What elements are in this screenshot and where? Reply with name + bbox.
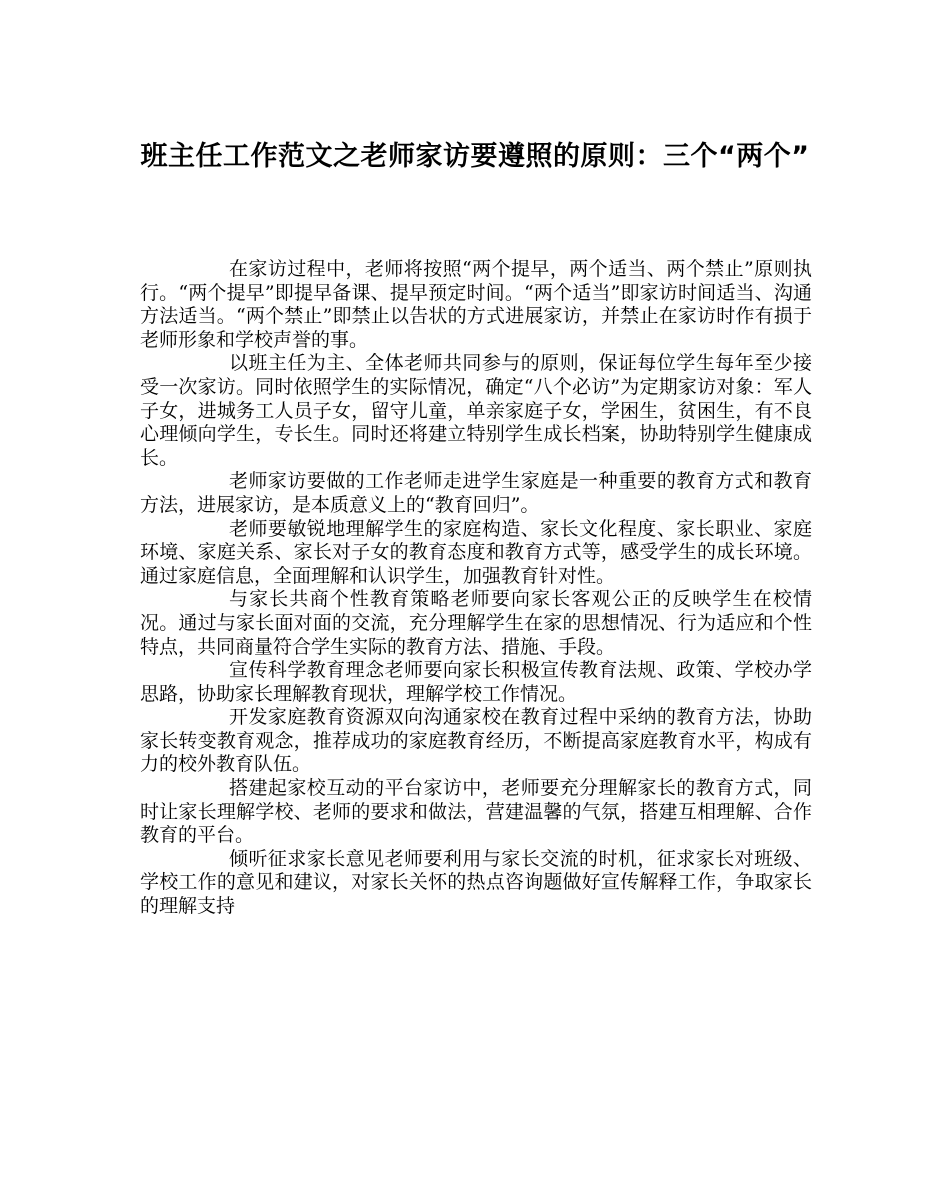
document-title: 班主任工作范文之老师家访要遵照的原则：三个“两个” [140, 141, 810, 172]
paragraph: 与家长共商个性教育策略老师要向家长客观公正的反映学生在校情况。通过与家长面对面的交流，充分理解学生在家的思想情况、行为适应和个性特点，共同商量符合学生实际的教育方法、措施、手段。 [140, 588, 812, 658]
paragraph: 宣传科学教育理念老师要向家长积极宣传教育法规、政策、学校办学思路，协助家长理解教育现状，理解学校工作情况。 [140, 659, 812, 705]
paragraph: 以班主任为主、全体老师共同参与的原则，保证每位学生每年至少接受一次家访。同时依照学生的实际情况，确定“八个必访”为定期家访对象：军人子女，进城务工人员子女，留守儿童，单亲家庭子女，学困生，贫困生，有不良心理倾向学生，专长生。同时还将建立特别学生成长档案，协助特别学生健康成长。 [140, 352, 812, 469]
paragraph: 搭建起家校互动的平台家访中，老师要充分理解家长的教育方式，同时让家长理解学校、老师的要求和做法，营建温馨的气氛，搭建互相理解、合作教育的平台。 [140, 777, 812, 847]
paragraph: 老师要敏锐地理解学生的家庭构造、家长文化程度、家长职业、家庭环境、家庭关系、家长对子女的教育态度和教育方式等，感受学生的成长环境。通过家庭信息，全面理解和认识学生，加强教育针对性。 [140, 517, 812, 587]
document-body [140, 258, 812, 919]
paragraph: 在家访过程中，老师将按照“两个提早，两个适当、两个禁止”原则执行。“两个提早”即提早备课、提早预定时间。“两个适当”即家访时间适当、沟通方法适当。“两个禁止”即禁止以告状的方式进展家访，并禁止在家访时作有损于老师形象和学校声誉的事。 [140, 258, 812, 351]
paragraph: 开发家庭教育资源双向沟通家校在教育过程中采纳的教育方法，协助家长转变教育观念，推荐成功的家庭教育经历，不断提高家庭教育水平，构成有力的校外教育队伍。 [140, 706, 812, 776]
paragraph: 老师家访要做的工作老师走进学生家庭是一种重要的教育方式和教育方法，进展家访，是本质意义上的“教育回归”。 [140, 470, 812, 516]
paragraph: 倾听征求家长意见老师要利用与家长交流的时机，征求家长对班级、学校工作的意见和建议，对家长关怀的热点咨询题做好宣传解释工作，争取家长的理解支持 [140, 847, 812, 918]
